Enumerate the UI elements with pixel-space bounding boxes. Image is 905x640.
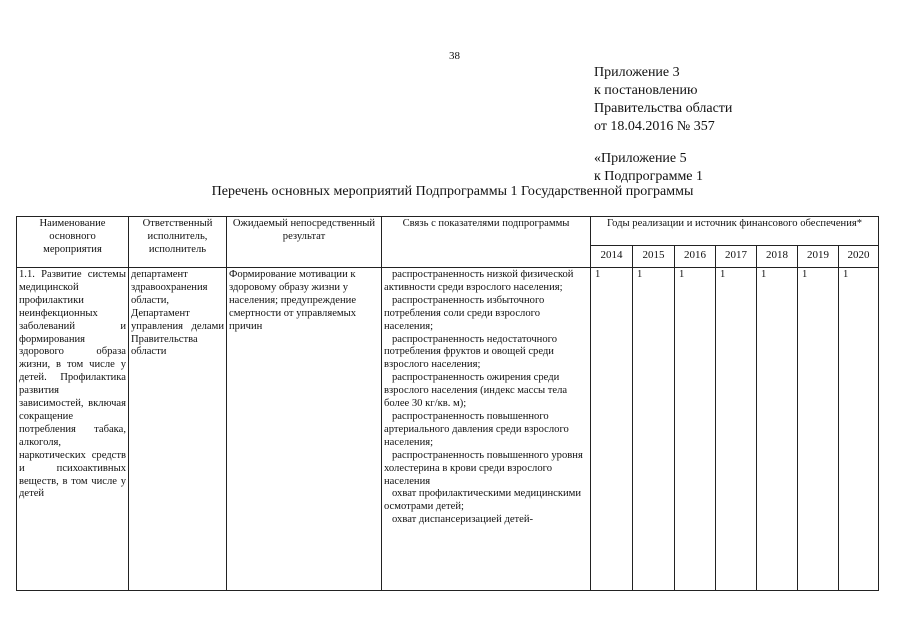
year-value: 1: [591, 268, 633, 591]
year-value: 1: [716, 268, 757, 591]
header-name: Наименование основного мероприятия: [17, 217, 129, 268]
activity-indicators: [382, 268, 591, 591]
appendix-line: Правительства области: [594, 101, 733, 116]
activities-table: [16, 216, 879, 591]
year-label: 2017: [716, 246, 757, 268]
indicator-item: распространенность повышенного уровня холестерина в крови среди взрослого населения: [384, 449, 583, 487]
subprogram-appendix-reference: [594, 150, 703, 186]
year-label: 2019: [798, 246, 839, 268]
indicator-item: распространенность низкой физической активности среди взрослого населения;: [384, 269, 574, 293]
indicator-item: распространенность ожирения среди взрослого населения (индекс массы тела более 30 кг/кв. м);: [384, 372, 568, 410]
table-row: [17, 268, 879, 591]
activity-name: 1.1. Развитие системы медицинской профилактики неинфекционных заболеваний и формирования здорового образа жизни, в том числе у детей. Профилактика развития зависимостей, включая сокращение потребления табака, алкоголя, наркотических средств и психоактивных веществ, в том числе у детей: [17, 268, 129, 591]
indicator-item: распространенность повышенного артериального давления среди взрослого населения;: [384, 410, 569, 448]
page-number: 38: [449, 50, 460, 62]
indicator-item: охват диспансеризацией детей-: [392, 514, 534, 526]
year-value: 1: [675, 268, 716, 591]
activity-responsible: департамент здравоохранения области, Департамент управления делами Правительства области: [129, 268, 227, 591]
header-result: Ожидаемый непосредственный результат: [227, 217, 382, 268]
header-years: Годы реализации и источник финансового обеспечения*: [591, 217, 879, 246]
year-label: 2020: [839, 246, 879, 268]
year-label: 2016: [675, 246, 716, 268]
year-value: 1: [798, 268, 839, 591]
activity-result: Формирование мотивации к здоровому образу жизни у населения; предупреждение смертности от управляемых причин: [227, 268, 382, 591]
year-value: 1: [757, 268, 798, 591]
quote-line: к Подпрограмме 1: [594, 169, 704, 184]
year-label: 2014: [591, 246, 633, 268]
table-header-row: [17, 217, 879, 246]
quote-line: «Приложение 5: [594, 151, 687, 166]
appendix-reference: [594, 64, 732, 136]
appendix-line: Приложение 3: [594, 65, 680, 80]
year-label: 2015: [633, 246, 675, 268]
year-value: 1: [839, 268, 879, 591]
document-title: Перечень основных мероприятий Подпрограммы 1 Государственной программы: [211, 184, 694, 199]
appendix-line: к постановлению: [594, 83, 698, 98]
appendix-line: от 18.04.2016 № 357: [594, 119, 715, 134]
year-label: 2018: [757, 246, 798, 268]
year-value: 1: [633, 268, 675, 591]
indicator-item: охват профилактическими медицинскими осмотрами детей;: [384, 488, 582, 513]
header-indicators: Связь с показателями подпрограммы: [382, 217, 591, 268]
header-responsible: Ответственный исполнитель, исполнитель: [129, 217, 227, 268]
indicator-item: распространенность избыточного потребления соли среди взрослого населения;: [384, 294, 545, 332]
indicator-item: распространенность недостаточного потребления фруктов и овощей среди взрослого населения;: [384, 333, 558, 371]
